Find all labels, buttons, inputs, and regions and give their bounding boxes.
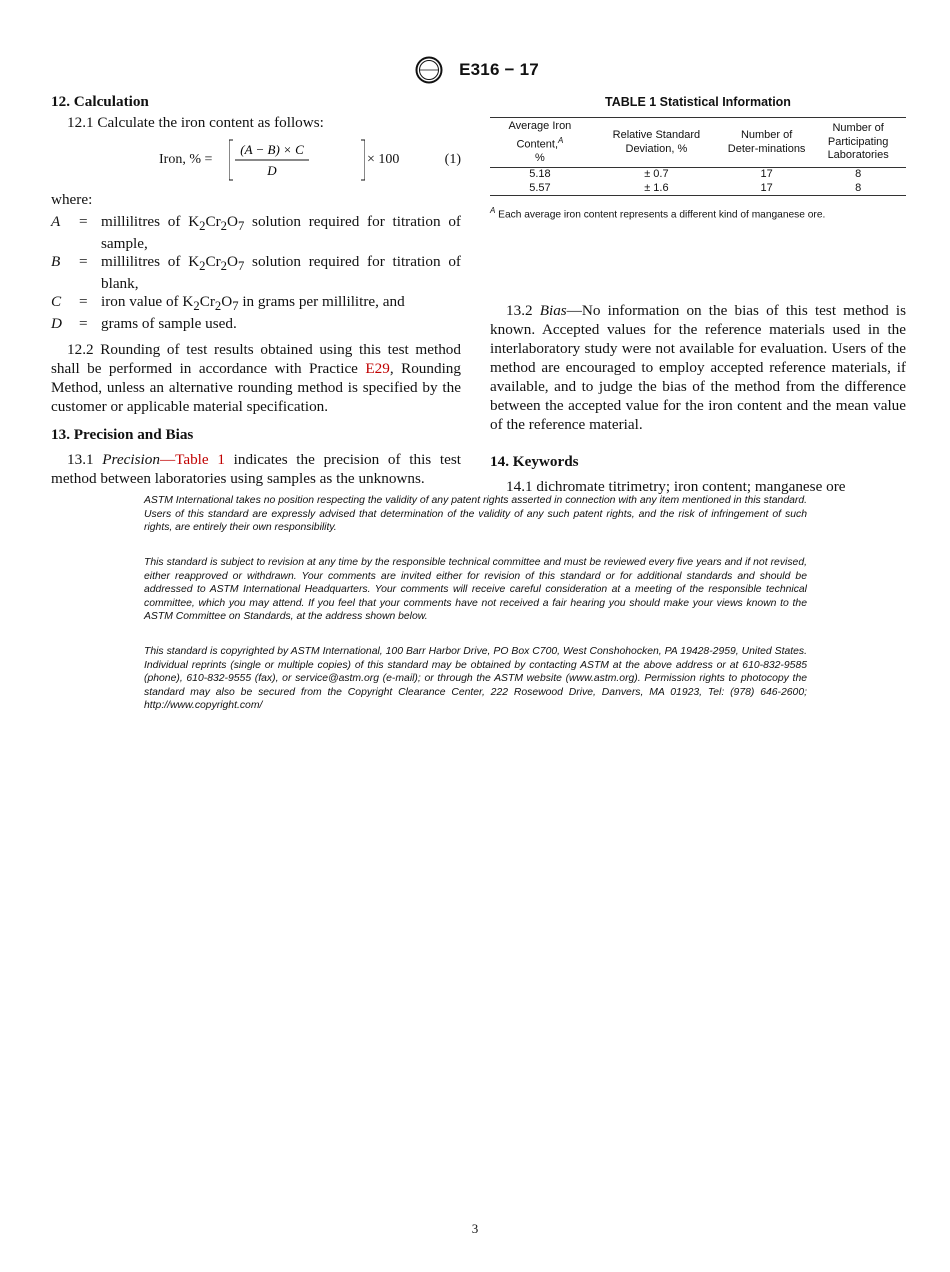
cell: 5.18	[529, 168, 551, 181]
definition-text: millilitres of $K_2Cr_2O_7$ solution required for titration of sample,	[101, 213, 461, 253]
header-determinations: Number of Deter-minations	[723, 118, 810, 168]
cell: 8	[810, 182, 906, 196]
cell: 17	[760, 168, 773, 181]
header-rsd: Relative Standard Deviation, %	[590, 118, 723, 168]
e29-link[interactable]: E29	[365, 360, 390, 378]
left-column	[51, 92, 461, 488]
cell: 5.57	[490, 182, 590, 196]
definition-text: iron value of $K_2Cr_2O_7$ in grams per millilitre, and	[101, 293, 405, 314]
equation-number: (1)	[444, 152, 461, 167]
paragraph-14-1: 14.1 dichromate titrimetry; iron content; manganese ore	[506, 477, 846, 495]
variable-definitions	[51, 213, 461, 333]
standard-code: E316 − 17	[459, 60, 539, 79]
table-1-link[interactable]: Table 1	[175, 451, 225, 469]
cell: ± 1.6	[590, 182, 723, 196]
where-label: where:	[51, 191, 93, 208]
statistical-table	[490, 117, 906, 196]
equation-lhs: Iron, % =	[159, 152, 213, 167]
equation-factor: × 100	[367, 152, 400, 167]
revision-notice: This standard is subject to revision at any time by the responsible technical committee and must be reviewed every five years and if not revised, either reapproved or withdrawn. Your comments are invited either for revision of this standard or for additional standards and should be addressed to ASTM International Headquarters. Your comments will receive careful consideration at a meeting of the responsible technical committee, which you may attend. If you feel that your comments have not received a fair hearing you should make your views known to the ASTM Committee on Standards, at the address shown below.	[144, 557, 807, 622]
astm-logo-icon	[411, 56, 447, 84]
equation-fraction	[229, 138, 365, 182]
paragraph-12-2: 12.2 Rounding of test results obtained using this test method shall be performed in accordance with Practice E29, Rounding Method, unless an alternative rounding method is specified by the customer or applicable material specification.	[51, 341, 461, 416]
equals: =	[79, 293, 88, 311]
definition-a	[51, 213, 461, 253]
symbol: C	[51, 293, 62, 311]
cell: 8	[855, 168, 862, 181]
symbol: B	[51, 253, 61, 271]
table-title: TABLE 1 Statistical Information	[605, 95, 791, 109]
paragraph-12-1: 12.1 Calculate the iron content as follows:	[67, 114, 324, 131]
paragraph-13-2: 13.2 Bias—No information on the bias of this test method is known. Accepted values for the reference materials used in the interlaboratory study were not available for evaluation. Users of the method are encouraged to employ accepted reference materials, if available, and to judge the bias of the method from the difference between the accepted value for the iron content and the mean value of the reference material.	[490, 301, 907, 433]
definition-c	[51, 293, 461, 315]
header-avg-iron: Average Iron Content,$^A$ %	[490, 118, 590, 168]
page-header	[0, 56, 950, 84]
table-row	[490, 182, 906, 196]
equals: =	[79, 315, 88, 333]
symbol: D	[51, 315, 62, 333]
definition-text: millilitres of $K_2Cr_2O_7$ solution required for titration of blank,	[101, 253, 461, 293]
equation-1	[51, 138, 461, 182]
paragraph-13-1: 13.1 Precision—Table 1 indicates the precision of this test method between laboratories using samples as the unknowns.	[51, 451, 462, 488]
right-column	[490, 92, 906, 496]
cell: ± 0.7	[644, 168, 669, 181]
patent-notice: ASTM International takes no position respecting the validity of any patent rights asserted in connection with any item mentioned in this standard. Users of this standard are expressly advised that determination of the validity of any such patent rights, and the risk of infringement of such rights, are entirely their own responsibility.	[144, 495, 807, 533]
cell: 17	[723, 182, 810, 196]
equals: =	[79, 213, 88, 230]
definition-text: grams of sample used.	[101, 315, 237, 333]
equals: =	[79, 253, 88, 271]
equation-numerator: (A − B) × C	[240, 142, 304, 157]
header-labs: Number of Participating Laboratories	[810, 118, 906, 168]
copyright-notice: This standard is copyrighted by ASTM International, 100 Barr Harbor Drive, PO Box C700, West Conshohocken, PA 19428-2959, United States. Individual reprints (single or multiple copies) of this standard may be obtained by contacting ASTM at the above address or at 610-832-9585 (phone), 610-832-9555 (fax), or service@astm.org (e-mail); or through the ASTM website (www.astm.org). Permission rights to photocopy the standard may also be secured from the Copyright Clearance Center, 222 Rosewood Drive, Danvers, MA 01923, Tel: (978) 646-2600; http://www.copyright.com/	[144, 646, 807, 711]
table-footnote: $^A$ Each average iron content represents a different kind of manganese ore.	[490, 206, 826, 221]
section-14-heading: 14. Keywords	[490, 452, 579, 470]
section-12-heading: 12. Calculation	[51, 93, 149, 110]
equation-denominator: D	[267, 163, 277, 178]
definition-d	[51, 315, 461, 333]
table-header-row	[490, 118, 906, 168]
definition-b	[51, 253, 461, 293]
page-number: 3	[471, 1221, 479, 1236]
symbol: A	[51, 213, 61, 230]
section-13-heading: 13. Precision and Bias	[51, 426, 194, 444]
table-row	[490, 168, 906, 182]
